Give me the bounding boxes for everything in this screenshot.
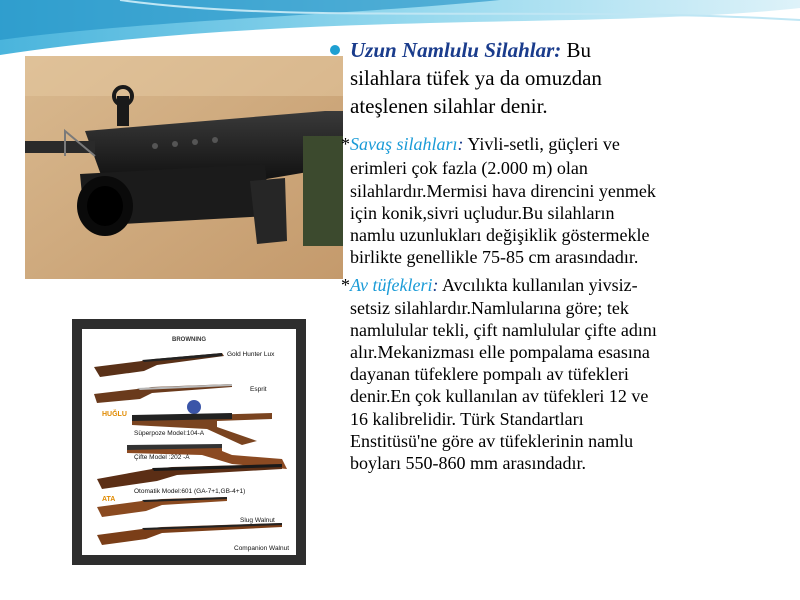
heading-line-1: Uzun Namlulu Silahlar: Bu (350, 38, 592, 62)
catalog-brand-huglu: HUĞLU (102, 411, 127, 418)
bullet-icon (330, 45, 340, 55)
catalog-panel (82, 329, 296, 555)
war-line: namlu uzunlukları değişiklik göstermekle (350, 225, 650, 245)
heading-line-2: silahlara tüfek ya da omuzdan (350, 66, 602, 90)
war-line: erimleri çok fazla (2.000 m) olan (350, 158, 588, 178)
catalog-label-companion-walnut: Companion Walnut (234, 545, 290, 552)
war-weapons-label: Savaş silahları (350, 134, 458, 154)
catalog-label-superpoze: Süperpoze Model:104-A (134, 430, 205, 437)
slide: BROWNING Gold Hunter Lux Esprit HUĞLU Süperpoze Model:104-A Çifte Model :202 -A Otomatik Model:601 (GA-7+1,GB-4+1) ATA Slug Walnut Companion Walnut Uzun Namlulu Silahlar: Bu silahlara tüfek ya da omuzdan ateşlenen silahlar denir. *Savaş silahları: Yivli-setli, güçleri ve erimleri çok fazla (2.000 m) olan silahlardır.Mermisi hava direncini yenmek için konik,sivri uçludur.Bu silahların namlu uzunlukları değişiklik göstermekle birlikte genellikle 75-85 cm arasındadır. *Av tüfekleri: Avcılıkta kullanılan yivsiz- setsiz silahlardır.Namlularına göre; tek namlulular tekli, çift namlulular çifte adını alır.Mekanizması elle pompalama esasına dayanan tüfeklere pompalı av tüfekleri denir.En çok kullanılan av tüfekleri 12 ve 16 kalibrelidir. Türk Standartları Enstitüsü'ne göre av tüfeklerinin namlu boyları 550-860 mm arasındadır. (0, 0, 800, 600)
hunting-line: denir.En çok kullanılan av tüfekleri 12 ve (350, 386, 649, 406)
hunting-line: alır.Mekanizması elle pompalama esasına (350, 342, 650, 362)
hunting-line: dayanan tüfeklere pompalı av tüfekleri (350, 364, 629, 384)
catalog-label-esprit: Esprit (250, 386, 267, 393)
hunting-line: namlulular tekli, çift namlulular çifte adını (350, 320, 657, 340)
assault-rifle-photo (25, 56, 343, 279)
war-line: silahlardır.Mermisi hava direncini yenmek (350, 181, 656, 201)
hunting-rifles-catalog (72, 319, 306, 565)
catalog-label-cifte: Çifte Model :202 -A (134, 454, 190, 461)
hunting-rifles-label: Av tüfekleri (350, 275, 433, 295)
hunting-line: boyları 550-860 mm arasındadır. (350, 453, 586, 473)
hunting-line: Enstitüsü'ne göre av tüfeklerinin namlu (350, 431, 634, 451)
heading-title: Uzun Namlulu Silahlar (350, 38, 555, 62)
heading-line-3: ateşlenen silahlar denir. (350, 94, 548, 118)
catalog-brand-ata: ATA (102, 496, 116, 503)
hunting-line: setsiz silahlardır.Namlularına göre; tek (350, 298, 629, 318)
catalog-label-slug-walnut: Slug Walnut (240, 517, 275, 524)
catalog-label-gold-hunter: Gold Hunter Lux (227, 351, 275, 358)
war-line: birlikte genellikle 75-85 cm arasındadır. (350, 247, 639, 267)
war-line: için konik,sivri uçludur.Bu silahların (350, 203, 615, 223)
catalog-brand-browning: BROWNING (172, 337, 206, 343)
hunting-line: 16 kalibrelidir. Türk Standartları (350, 409, 584, 429)
catalog-label-otomatik: Otomatik Model:601 (GA-7+1,GB-4+1) (134, 488, 246, 495)
